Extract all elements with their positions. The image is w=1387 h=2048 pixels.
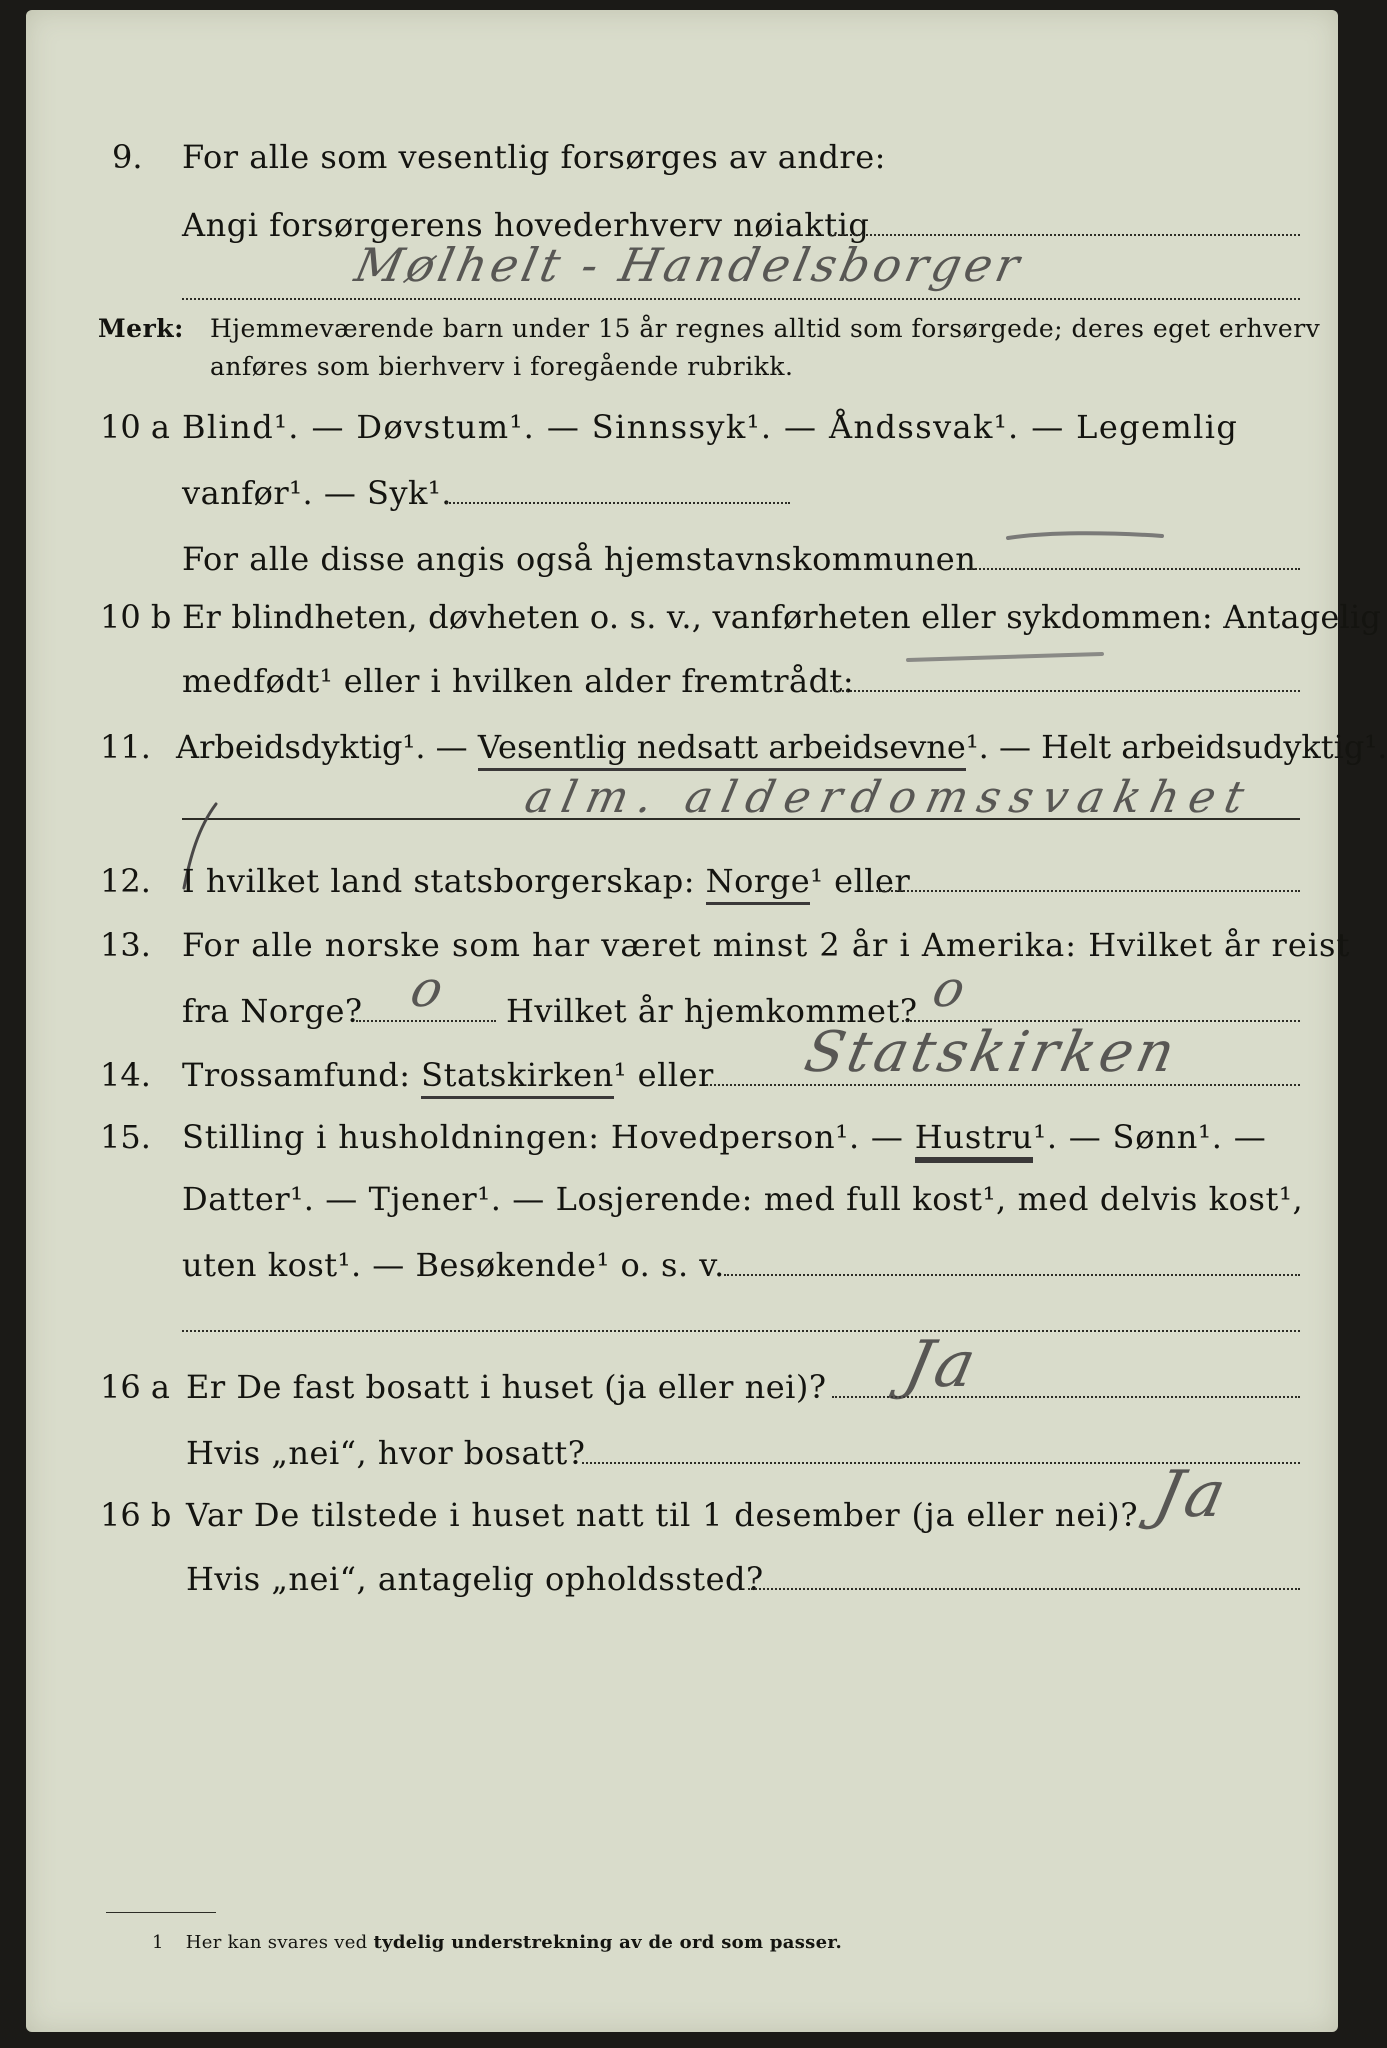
q11-fill-line — [182, 818, 1300, 820]
merk-label: Merk: — [98, 314, 184, 343]
q16a-question: Er De fast bosatt i huset (ja eller nei)? — [186, 1368, 827, 1406]
q11-line — [176, 728, 1387, 766]
footnote-marker: 1 — [152, 1932, 164, 1953]
q13-number: 13. — [100, 926, 151, 964]
q15-option-hustru-underlined: Hustru — [915, 1118, 1034, 1163]
q11-option-udyktig: ¹. — Helt arbeidsudyktig¹. — [965, 728, 1387, 766]
merk-line1: Hjemmeværende barn under 15 år regnes alltid som forsørgede; deres eget erhverv — [210, 314, 1321, 343]
q12-question: I hvilket land statsborgerskap: — [182, 862, 706, 900]
q11-option-arbeidsdyktig: Arbeidsdyktig¹. — — [176, 728, 478, 766]
footnote-rule — [106, 1912, 216, 1913]
q14-handwritten-answer: Statskirken — [799, 1020, 1185, 1085]
q9-question-line1: For alle som vesentlig forsørges av andre: — [182, 138, 886, 176]
q13-fill-line-1 — [356, 1020, 496, 1022]
q12-fill-line — [876, 890, 1300, 892]
q13-returned-label: Hvilket år hjemkommet? — [506, 992, 918, 1030]
q14-line — [182, 1056, 714, 1094]
q15-options-part3: ¹. — Sønn¹. — — [1033, 1118, 1267, 1156]
q11-option-nedsatt-underlined: Vesentlig nedsatt arbeidsevne — [478, 728, 966, 771]
q9-fill-line-1 — [830, 234, 1300, 236]
q10b-line2: medfødt¹ eller i hvilken alder fremtrådt: — [182, 662, 855, 700]
q9-question-line2: Angi forsørgerens hovederhverv nøiaktig — [182, 206, 870, 244]
q15-line1 — [182, 1118, 1267, 1156]
census-form-page — [26, 10, 1387, 2032]
q10a-fill-line-2 — [960, 568, 1300, 570]
footnote — [152, 1932, 842, 1953]
q10a-line2: vanfør¹. — Syk¹. — [182, 474, 452, 512]
footnote-text-bold: tydelig understrekning av de ord som passer. — [373, 1932, 843, 1953]
q12-option-eller: ¹ eller — [810, 862, 911, 900]
q10a-line3: For alle disse angis også hjemstavnskommunen — [182, 540, 977, 578]
q13-answer-reist: o — [405, 960, 453, 1018]
q16b-handwritten-answer: Ja — [1148, 1458, 1236, 1532]
q10b-pen-stroke — [906, 650, 1106, 670]
q15-line2: Datter¹. — Tjener¹. — Losjerende: med full kost¹, med delvis kost¹, — [182, 1180, 1304, 1218]
q15-fill-line-2 — [182, 1330, 1300, 1332]
q14-question: Trossamfund: — [182, 1056, 422, 1094]
q16a-number: 16 a — [100, 1368, 170, 1406]
q10a-line1: Blind¹. — Døvstum¹. — Sinnssyk¹. — Åndssvak¹. — Legemlig — [182, 408, 1239, 446]
q16b-fill-line — [748, 1588, 1300, 1590]
q14-option-eller: ¹ eller — [613, 1056, 714, 1094]
q11-handwritten-answer: alm. alderdomssvakhet — [520, 772, 1259, 823]
q10a-number: 10 a — [100, 408, 170, 446]
q9-handwritten-answer: Mølhelt - Handelsborger — [350, 238, 1029, 292]
q16a-handwritten-answer: Ja — [898, 1328, 986, 1402]
q10b-line1: Er blindheten, døvheten o. s. v., vanførheten eller sykdommen: Antagelig — [182, 598, 1382, 636]
q12-line — [182, 862, 910, 900]
footnote-text-plain: Her kan svares ved — [185, 1932, 374, 1953]
q9-fill-line-2 — [182, 298, 1300, 300]
q16b-followup: Hvis „nei“, antagelig opholdssted? — [186, 1560, 764, 1598]
q14-number: 14. — [100, 1056, 151, 1094]
q10b-fill-line — [830, 690, 1300, 692]
q10a-fill-line-1 — [446, 502, 790, 504]
q15-options-part1: Stilling i husholdningen: Hovedperson¹. — — [182, 1118, 915, 1156]
q11-number: 11. — [100, 728, 151, 766]
q9-number: 9. — [112, 138, 143, 176]
q16b-number: 16 b — [100, 1496, 172, 1534]
merk-line2: anføres som bierhverv i foregående rubrikk. — [210, 352, 794, 381]
q12-option-norge-underlined: Norge — [706, 862, 810, 905]
q15-fill-line-1 — [724, 1274, 1300, 1276]
q15-line3: uten kost¹. — Besøkende¹ o. s. v. — [182, 1246, 725, 1284]
q13-line1: For alle norske som har været minst 2 år i Amerika: Hvilket år reist — [182, 926, 1351, 964]
q14-option-statskirken-underlined: Statskirken — [421, 1056, 614, 1099]
q15-number: 15. — [100, 1118, 151, 1156]
q16a-followup: Hvis „nei“, hvor bosatt? — [186, 1434, 586, 1472]
q10a-pen-stroke — [1006, 526, 1166, 546]
q13-from-norway-label: fra Norge? — [182, 992, 363, 1030]
q10b-number: 10 b — [100, 598, 172, 636]
q12-number: 12. — [100, 862, 151, 900]
q16b-question: Var De tilstede i huset natt til 1 desember (ja eller nei)? — [186, 1496, 1139, 1534]
q13-answer-hjemkommet: o — [927, 960, 975, 1018]
